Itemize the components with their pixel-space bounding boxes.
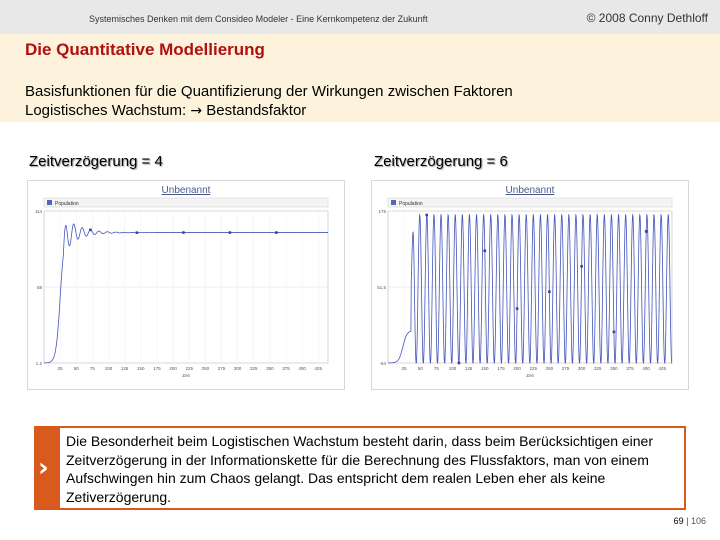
x-tick-label: 350	[610, 366, 618, 371]
chart-title: Unbenannt	[505, 185, 555, 196]
page-separator: |	[686, 516, 689, 526]
chart-panel-1	[27, 180, 345, 390]
x-tick-label: 100	[448, 366, 457, 371]
title-band	[0, 34, 720, 122]
x-tick-label: 125	[120, 366, 129, 371]
x-tick-label: 225	[529, 366, 537, 371]
series-marker	[425, 214, 428, 217]
series-marker	[613, 331, 616, 334]
arrow-right-icon: →	[190, 103, 203, 119]
series-marker	[275, 231, 278, 234]
x-tick-label: 25	[401, 366, 407, 371]
x-tick-label: 150	[137, 366, 145, 371]
legend-box	[388, 198, 672, 207]
legend-swatch	[391, 200, 396, 205]
x-tick-label: 175	[497, 366, 505, 371]
y-tick-label: -64	[379, 361, 386, 366]
y-tick-label: 58	[36, 285, 42, 290]
callout-text: Die Besonderheit beim Logistischen Wachstum besteht darin, dass beim Berücksichtigen einer Zeitverzögerung in der Informationskette für die Berechnung des Flussfaktors, man von einem Aufschwingen hin zum Chaos gelangt. Das entspricht dem realen Leben eher als keine Zetiverzögerung.	[66, 433, 654, 505]
chart-title: Unbenannt	[161, 185, 211, 196]
x-tick-label: 275	[561, 366, 570, 371]
x-tick-label: 175	[153, 366, 161, 371]
series-marker	[458, 362, 461, 365]
header-copyright: © 2008 Conny Dethloff	[586, 11, 708, 25]
series-marker	[229, 231, 232, 234]
slide-title: Die Quantitative Modellierung	[25, 40, 265, 59]
x-tick-label: 225	[185, 366, 193, 371]
subtitle-line-2-suffix: Bestandsfaktor	[202, 102, 307, 119]
series-marker	[516, 307, 519, 310]
callout-box	[34, 426, 686, 510]
x-tick-label: 100	[104, 366, 113, 371]
chart-caption-1: Zeitverzögerung = 4	[29, 153, 163, 170]
chart-2-svg	[372, 181, 688, 389]
x-tick-label: 50	[417, 366, 423, 371]
x-tick-label: 200	[513, 366, 521, 371]
chart-panel-2	[371, 180, 689, 390]
series-marker	[136, 231, 139, 234]
x-tick-label: 250	[201, 366, 210, 371]
callout-inner	[60, 428, 684, 508]
x-tick-label: 75	[433, 366, 439, 371]
page-total: 106	[690, 516, 706, 526]
x-tick-label: 250	[545, 366, 554, 371]
page-current: 69	[673, 516, 684, 526]
x-tick-label: 400	[642, 366, 650, 371]
x-tick-label: 25	[57, 366, 63, 371]
y-tick-label: 1.2	[35, 361, 42, 366]
subtitle-line-1: Basisfunktionen für die Quantifizierung der Wirkungen zwischen Faktoren	[25, 83, 513, 100]
x-tick-label: 300	[233, 366, 242, 371]
legend-swatch	[47, 200, 52, 205]
y-tick-label: 114	[34, 209, 42, 214]
legend-box	[44, 198, 328, 207]
series-marker	[484, 249, 487, 252]
y-tick-label: 51.5	[377, 285, 386, 290]
chart-1-svg	[28, 181, 344, 389]
x-axis-label: Zeit	[526, 373, 534, 378]
header-bar	[0, 0, 720, 34]
x-tick-label: 325	[594, 366, 602, 371]
chart-caption-2: Zeitverzögerung = 6	[374, 153, 508, 170]
x-tick-label: 75	[89, 366, 95, 371]
header-left-text: Systemisches Denken mit dem Consideo Modeler - Eine Kernkompetenz der Zukunft	[89, 14, 428, 24]
x-tick-label: 150	[481, 366, 489, 371]
series-marker	[548, 290, 551, 293]
x-tick-label: 400	[298, 366, 306, 371]
x-tick-label: 200	[169, 366, 177, 371]
series-marker	[580, 265, 583, 268]
x-tick-label: 350	[266, 366, 274, 371]
x-tick-label: 325	[250, 366, 258, 371]
subtitle-line-2	[25, 101, 513, 121]
x-tick-label: 425	[314, 366, 323, 371]
x-tick-label: 275	[217, 366, 226, 371]
legend-label: Population	[399, 201, 423, 207]
slide-subtitle	[25, 82, 513, 121]
x-tick-label: 375	[626, 366, 634, 371]
series-marker	[645, 230, 648, 233]
x-tick-label: 300	[577, 366, 586, 371]
x-tick-label: 375	[282, 366, 290, 371]
series-marker	[182, 231, 185, 234]
x-axis-label: Zeit	[182, 373, 190, 378]
x-tick-label: 125	[464, 366, 473, 371]
x-tick-label: 50	[73, 366, 79, 371]
subtitle-line-2-prefix: Logistisches Wachstum:	[25, 102, 191, 119]
y-tick-label: 175	[378, 209, 386, 214]
series-marker	[89, 229, 92, 232]
legend-label: Population	[55, 201, 79, 207]
chevron-right-icon: ›	[38, 453, 49, 483]
page-number	[674, 516, 706, 526]
x-tick-label: 425	[658, 366, 667, 371]
